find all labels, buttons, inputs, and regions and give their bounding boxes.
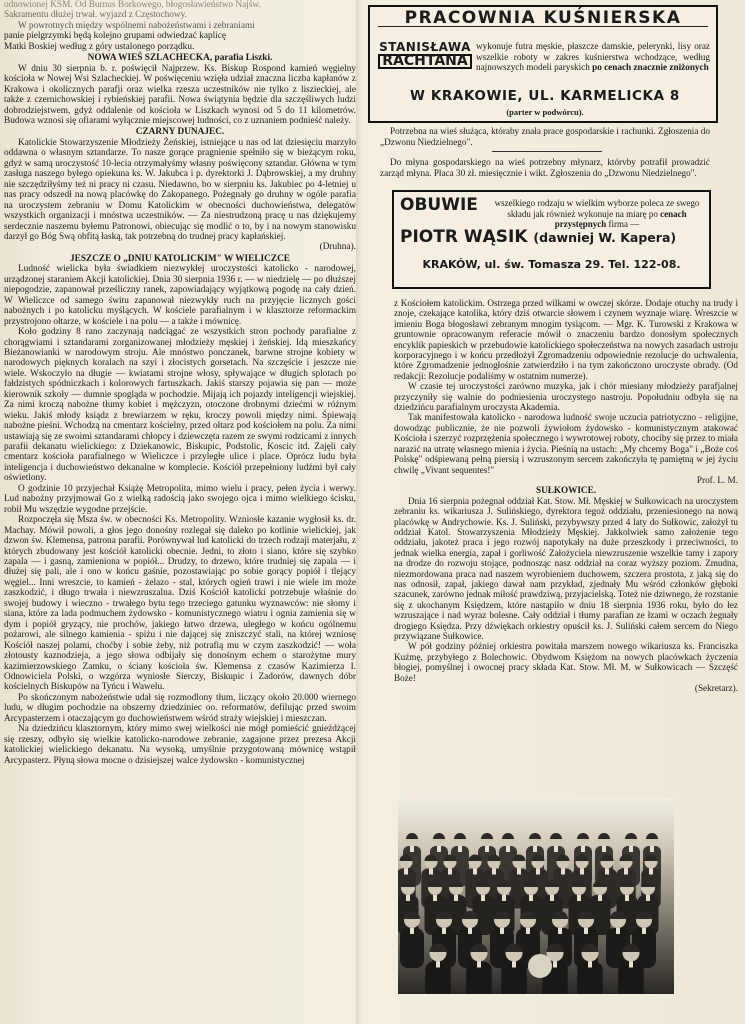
group-photo-image xyxy=(398,798,674,994)
article-paragraph: W dniu 30 sierpnia b. r. poświęcił Najprzew. Ks. Biskup Rospond kamień węgielny kościoła w Nowej Wsi Szlacheckiej. W poświęceniu wzięła udział znaczna liczba kapłanów z Krakowa i okolicznych parafji oraz wielka rzesza uczestników nie tylko z liszieckiej, ale także z czernichowskiej i rybieńskiej parafii. Nowa świątynia będzie dla szczęśliwych ludzi dobrodziejstwem, gdyż oddalenie od kościoła w Liszkach wynosi od 5 do 11 kilometrów. Budowa wznosi się ofiarami wyłącznie miejscowej ludności, co z uznaniem podnieść należy. xyxy=(4,63,356,126)
article-paragraph: z Kościołem katolickim. Ostrzega przed wilkami w owczej skórze. Dodaje otuchy na trudy i znoje, czekające katolika, który dziś otwarcie słowem i czynem wyznaje wiarę. Wreszcie w imieniu Boga błogosławi zebranym mnogim tysiącom. — Mgr. K. Turowski z Krakowa w gruntownie opracowanym referacie mówił o znaczeniu bardzo donosłym społecznych encyklik papieskich w przebudowie katolickiego społeczeństwa na nowych zasadach ustroju korporacyjnego i w końcu przedłożył Zgromadzeniu odpowiednie rezolucje do uchwalenia, które Zgromadzenie jednogłośnie zatwierdziło i na tym zakończono uroczyste obrady. (Od redakcji: Rezolucje podaliśmy w ostatnim numerze). xyxy=(394,298,738,381)
ad-description-bold: po cenach znacznie zniżonych xyxy=(592,62,709,73)
article-paragraph: W czasie tej uroczystości zarówno muzyka, jak i chór miesiany młodzieży parafjalnej przyczyniły się walnie do podniesienia uroczystego nastroju. Popołudniu odbyła się na dziedzińcu parafialnym uroczysta Akademia. xyxy=(394,381,738,413)
ad-title: PRACOWNIA KUŚNIERSKA xyxy=(404,8,682,28)
article-paragraph: Rozpoczęła się Msza św. w obecności Ks. Metropolity. Wzniosłe kazanie wygłosił ks. dr. Machay. Mówił powoli, a głos jego donośny rozlegał się daleko po kotlinie wielickiej, jak dzwon św. Klemensa, patrona parafii. Porównywał lud katolicki do trzech rodzaji materjału, z których zbudowany jest kościół katolicki obecnie. Jedni, to złoto i siano, które się szybko zapala — i gasną, zamieniona w popiół... Drudzy, to drzewo, które trudniej się zapala — i dłużej się pali, ale i ono w końcu gaśnie, pozostawiając po sobie gorący popiół i tlejący węgiel... Inni wreszcie, to kamień - żelazo - stal, których ogień trawi i nie wiele im może zaszkodzić, i długo trwała i niewzruszalna. Dziś Kościół katolicki potrzebuje właśnie do swojej budowy i wieczno - trwałego bytu tego trzeciego gatunku wyznawców: nie słomy i siana, które za lada podmuchem żydowsko - komunistycznego wiatru i ognia zamienia się w dym i popiół gryzący, nie prochów, jakiego łatwo drzewa, uległego w końcu ogólnemu pożarowi, ale silnego kamienia - spiżu i nie dającej się zniszczyć stali, na której wzniosę Kościół naszej polami, choćby i sobie żeby, niż potrafią mu w czym zaszkodzić! — woła złotousty kaznodzieja, a jego słowa odbijały się donośnym echem o starożytne mury kazimierzowskiego Zamku, o ściany kościoła św. Klemensa z czasów Kazimierza I. Odnowiciela Polski, o wzgórza wyniosłe Sierczy, Biskupic i Zadorów, dawnych dóbr kościelnych Biskupów na Tyńcu i Wawelu. xyxy=(4,515,356,693)
article-paragraph: Na dziedzińcu klasztornym, który mimo swej wielkości nie mógł pomieścić gnieżdżącej się rzeszy, odbyło się wielkie katolicko-narodowe zebranie, zagajone przez prezesa Akcji katolickiej wielickiego dekanatu. Na wysoką, umyślnie przygotowaną mównicę wstąpił Arcypasterz. Płyną słowa mocne o dzisiejszej walce żydowsko - komunistycznej xyxy=(4,724,356,766)
notice-maid: Potrzebna na wieś służąca, któraby znała prace gospodarskie i rachunki. Zgłoszenia do „Dzwonu Niedzielnego". xyxy=(380,126,710,147)
ad-shoes-bold: cenach przystępnych xyxy=(554,208,687,229)
ad-description-text: wykonuje futra męskie, płaszcze damskie, pelerynki, lisy oraz wszelkie roboty w zakres kuśnierstwa wchodzące, według najnowszych modeli paryskich xyxy=(476,41,710,73)
heading-nowa-wies: NOWA WIEŚ SZLACHECKA, parafia Liszki. xyxy=(87,53,273,64)
ad-shoes-head: OBUWIE xyxy=(400,195,478,215)
notice-miller: Do młyna gospodarskiego na wieś potrzebny młynarz, którvby potrafił prowadzić zarząd młyna. Płaca 30 zł. miesięcznie i wikt. Zgłoszenia do „Dzwonu Niedzielnego". xyxy=(380,157,710,178)
ad-shoes-name-note: (dawniej W. Kapera) xyxy=(533,230,677,245)
advertisement-furrier xyxy=(368,5,718,123)
top-line: Sakramentu dłużej trwał. wyjazd z Częstochowy. xyxy=(4,10,187,21)
group-photograph xyxy=(398,798,674,994)
heading-sulkowice: SUŁKOWICE. xyxy=(536,485,596,496)
ad-owner xyxy=(378,42,472,69)
advertisement-shoes xyxy=(392,190,711,289)
signature: (Sekretarz). xyxy=(694,683,738,694)
article-paragraph: Tak manifestowała katolicko - narodowa ludność swoje uczucia patriotyczno - religijne, dowodząc publicznie, że nie pozwoli żywiołom żydowsko - komunistycznym atakować Kościoła i szerzyć rozprzężenia społecznego i wywrotowej roboty, chociby się przez to miała narazić na utratę własnego mienia i życia. Pieśnią na ustach: „My chcemy Boga" i „Boże coś Polskę" odśpiewaną pełną piersią i wzruszonym sercem zakończyła tę pamiętną w jej życiu chwilę „Vivant sequentes!" xyxy=(394,412,738,475)
ad-address-note: (parter w podwórcu). xyxy=(506,107,584,117)
top-line: Matki Boskiej według z góry ustalonego porządku. xyxy=(4,41,195,52)
separator xyxy=(492,151,602,152)
article-paragraph: Ludność wielicka była świadkiem niezwykłej uroczystości katolicko - narodowej, urządzonej staraniem Akcji katolickiej. Dnia 30 sierpnia 1936 r. — w niedzielę — po dłuższej niepogodzie, zapanował prześliczny ranek, zapowiadający wyjątkową pogodę na cały dzień. W Wieliczce od samego świtu zapanował niezwykły ruch na przyjęcie licznych gości nabożnych i po katolicku myślących. W kościele parafialnym i w klasztorze reformackim przystrojono ołtarze, w kościele i na polu — a także i mównicę. xyxy=(4,264,356,327)
heading-czarny-dunajec: CZARNY DUNAJEC. xyxy=(135,127,225,138)
top-line: W powrotnych między wspólnemi nabożeństwami i zebraniami xyxy=(18,20,255,31)
article-paragraph: Dnia 16 sierpnia pożegnał oddział Kat. Stow. Mł. Męskiej w Sułkowicach na uroczystem zebraniu ks. wikariusza J. Sulińskiego, dyrektora tegoż oddziału, przeniesionego na nową placówkę w Andrychowie. Ks. J. Suliński, przybywszy przed 4 laty do Sułkowic, założył tu oddział Katol. Stowarzyszenia Młodzieży Męskiej. Jakkolwiek samo założenie tego oddziału, jakoteż praca i jego rozwój napotykały na duże przeszkody i przeciwności, to jednak wielka energia, zapał i gorliwość Założyciela niewzruszenie wszelkie tamy i zapory na drodze do rozwoju stojące, podnosząc nasz oddział na coraz wyższy poziom. Zmudna, niezmordowana praca nad naszem wyrobieniem duchowem, szczera prostota, z jaką się do nas odnosił, zapał, jakiego dawał nam przykład, zjednały Mu wśród członków głęboki szacunek, zarówno jednak miłość prawdziwą, przyjacielską. Toteż nie dziwnego, że rozstanie się z ukochanym Księdzem, które nastąpiło w dniu 18 sierpnia 1936 roku, było do łez wzruszające i nad wyraz bolesne. Cały oddział i tłumy parafian ze łzami w oczach żegnały drogiego Księdza. Przy dźwiękach orkiestry opuścił ks. J. Suliński całem sercem do Niego przywiązane Sułkowice. xyxy=(394,495,738,641)
ad-shoes-name: PIOTR WĄSIK xyxy=(400,227,528,247)
ad-shoes-description xyxy=(492,198,702,230)
article-paragraph: Katolickie Stowarzyszenie Młodzieży Żeńskiej, istniejące u nas od lat dziesięciu marzyło oddawna o własnym sztandarze. To nasze gorące pragnienie spełniło się w bieżącym roku, gdyż w samą uroczystość 10-lecia otrzymałyśmy własny poświęcony sztandar. Główna w tym zasługa naszego byłego opiekuna ks. W. Jakubca i p. dyrektorki J. Dąbrowskiej, a my druhny nie szczędziłyśmy też ni pracy ni czasu. Niedawno, bo w sierpniu ks. Jakubiec po 4-letniej u nas pracy odszedł na nową placówkę do Zakopanego. Pożegnały go druhny w ogóle parafia na uroczystem zebraniu w Domu Katolickim w obecności duchowieństwa, delegatów wszystkich organizacji i mnóstwa uczestników. — Za niestrudzoną pracę u nas dziękujemy serdecznie naszemu byłemu Patronowi, obiecując się modlić o to, by i na nowym stanowisku darzył go Bóg Swą obfitą łaską, tak potrzebną do trudnej pracy kapłańskiej. xyxy=(4,137,356,242)
ad-shoes-address: KRAKÓW, ul. św. Tomasza 29. Tel. 122-08. xyxy=(422,258,681,271)
right-article xyxy=(394,298,738,693)
ad-first-name: STANISŁAWA xyxy=(379,40,471,54)
article-paragraph: Koło godziny 8 rano zaczynają nadciągać ze wszystkich stron pochody parafialne z chorągwiami i sztandarami zorganizowanej młodzieży męskiej i żeńskiej. Idą mieszkańcy Bieżanowianki w narodowym stroju. Ale mnóstwo ponczanek, barwne strojne kobiety w narodowych pięknych koralach na szyi i złocistych gorsetach. Na szczęście i jeszcze nie wiele. Wskoczyło na długie — kwiatami strojne włosy, spływające w długich splotach po fałdzistych spódniczkach i kolorowych fartuszkach. Jakiś starszy pojawia się pan — może kierownik szkoły — dumnie spogląda w pochodzie. Mijają ich pojazdy inteligencji wiejskiej. Za nimi kroczą nabożne tłumy kobiet i mężczyzn, otoczone drobnymi dziećmi w różnym wieku. Jakiś młody ksiądz z brewiarzem w ręku, kroczy powoli między nimi. Śpiewają nabożne pieśni. Wchodzą na cmentarz kościelny, przed ołtarz pod kościołem na polu. Za nimi ustawiają się ze swoimi sztandarami chłopcy i dziewczęta razem ze swymi rodzicami z innych parafii dekanatu wielickiego: z Dziekanowic, Biskupic, Podstolic, Koscic itd. Zajęli cały cmentarz kościoła parafialnego w Wieliczce i przyległe ulice i place. Oprócz ludu była inteligencja i duchowieństwo dekanalne w komplecie. Kościół przepełniony ludźmi był cały oświetlony. xyxy=(4,327,356,484)
ad-shoes-text-end: firma — xyxy=(606,219,640,229)
top-line: odnowionej KSM. Od Burnus Borkowego, błogosławieństwo Najśw. xyxy=(4,0,261,10)
ad-address: W KRAKOWIE, UL. KARMELICKA 8 xyxy=(410,88,680,104)
signature: (Druhna). xyxy=(319,242,356,253)
top-line: panie pielgrzymki będą kolejno grupami odwiedzać kaplicę xyxy=(4,31,227,42)
signature: Prof. L. M. xyxy=(696,474,738,485)
ad-shoes-text: wszelkiego rodzaju w wielkim wyborze poleca ze swego składu jak również wykonuje na miarę po xyxy=(494,198,700,219)
heading-wieliczka: JESZCZE O „DNIU KATOLICKIM" W WIELICZCE xyxy=(70,253,290,264)
article-paragraph: Po skończonym nabożeństwie udał się rozmodlony tłum, liczący około 20.000 wiernego ludu, w długim pochodzie na obszerny dziedziniec oo. reformatów, defilując przed swoim Arcypasterzem i otaczającym go duchowieństwem wśród straży wiejskiej i mieszczan. xyxy=(4,692,356,724)
ad-shoes-owner xyxy=(400,227,703,247)
left-column xyxy=(4,0,356,1024)
article-paragraph: W pół godziny później orkiestra powitała marszem nowego wikariusza ks. Franciszka Kuźmę, przybyłego z Bolechowic. Obydwom Księżom na nowych placówkach życzenia błogiej, pomyślnej i owocnej pracy składa Kat. Stow. Mł. M. w Sułkowicach — Szczęść Boże! xyxy=(394,641,738,683)
right-column xyxy=(362,0,740,1024)
article-paragraph: O godzinie 10 przyjechał Książę Metropolita, mimo wielu i pracy, pełen życia i werwy. Lud naboźny przyjmował Go z wielką radością jako swojego ojca i mimo wielkiego ścisku, robił Mu wszędzie wygodne przejście. xyxy=(4,483,356,515)
ad-last-name: RACHTANA xyxy=(378,54,472,68)
ad-description xyxy=(476,41,710,73)
